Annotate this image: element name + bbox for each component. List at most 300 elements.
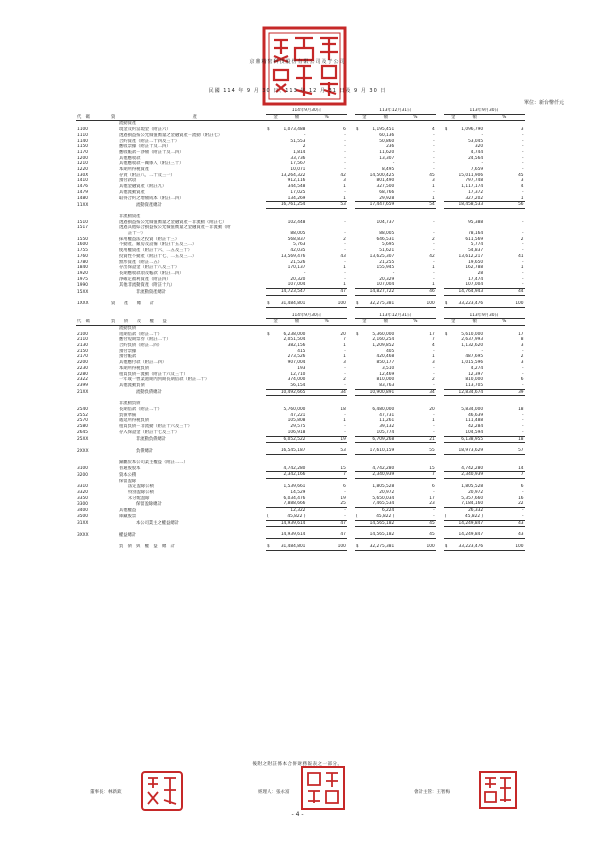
percent-cell: 44: [484, 289, 524, 296]
percent-cell: -: [521, 144, 524, 150]
account-code: 2200: [77, 360, 88, 366]
amount-value: 1,814: [293, 149, 306, 155]
account-name: 存貨（附註八、二十及三一）: [119, 172, 175, 178]
amount-value: 12,469: [379, 371, 395, 377]
percent-cell: -: [344, 231, 346, 237]
amount-value: -: [303, 132, 306, 138]
amount-value: 20,972: [468, 489, 484, 495]
percent-cell: 17: [429, 495, 435, 501]
amount-value: 5,774: [470, 242, 484, 248]
account-code: 2230: [77, 365, 88, 371]
amount-header: 金 額: [266, 319, 306, 326]
account-name: 負債總計: [136, 448, 154, 454]
amount-cell: [444, 389, 484, 396]
percent-cell: 3: [520, 360, 524, 366]
currency-sign: $: [267, 300, 270, 306]
percent-cell: 22: [484, 501, 524, 507]
percent-cell: -: [521, 371, 524, 377]
amount-value: 487,695: [465, 354, 484, 360]
percent-cell: -: [521, 248, 524, 254]
amount-value: 2: [302, 144, 306, 150]
asset-column-header: [76, 114, 565, 121]
gap: [436, 202, 444, 209]
percent-cell: -: [433, 270, 435, 276]
amount-cell: [355, 202, 395, 209]
percent-cell: -: [344, 138, 346, 144]
percent-cell: -: [433, 248, 435, 254]
table-row: [76, 472, 565, 479]
account-code: 2399: [77, 383, 88, 389]
amount-value: 19,650: [468, 259, 484, 265]
percent-cell: -: [521, 270, 524, 276]
percent-cell: 1: [395, 196, 435, 202]
amount-value: 415: [297, 348, 306, 354]
account-name: 應付短期票券（附註二十）: [119, 337, 171, 343]
percent-cell: -: [521, 231, 524, 237]
amount-value: 4,742,280: [283, 465, 306, 471]
amount-value: 797,748: [465, 178, 484, 184]
amount-value: 344,548: [287, 184, 306, 190]
percent-cell: 3: [520, 343, 524, 349]
account-name: 投資性不動產（附註十七、二五及三二）: [119, 253, 197, 259]
amount-cell: [444, 436, 484, 443]
percent-cell: 3: [431, 360, 435, 366]
account-code: 2322: [77, 377, 88, 383]
account-name: 其他流動負債: [119, 383, 145, 389]
account-name: 非流動資產總計: [136, 289, 167, 295]
section-heading: 流動負債: [119, 325, 137, 331]
account-code: 2570: [77, 418, 88, 424]
account-name: 註十一）: [128, 231, 146, 237]
amount-cell: [355, 544, 395, 550]
amount-value: 6,224: [381, 508, 395, 514]
account-name: 權益總計: [119, 532, 137, 538]
account-name: 取得合約之增額成本（附註二四）: [119, 196, 184, 202]
amount-value: 134,269: [287, 195, 306, 201]
period-header: 113年12月31日: [355, 313, 436, 319]
account-name: 合約負債（附註二四）: [119, 343, 162, 349]
account-name: 存出保證金（附註十八及三十）: [119, 265, 180, 271]
percent-cell: 3: [343, 360, 346, 366]
amount-value: 54,837: [468, 248, 484, 254]
amount-value: 17,025: [290, 189, 306, 195]
amount-value: 17,447,659: [369, 202, 395, 208]
percent-cell: 43: [484, 520, 524, 527]
percent-cell: -: [521, 348, 524, 354]
account-code: 1755: [77, 248, 88, 254]
account-name: 本期所得稅資產: [119, 167, 150, 173]
account-name: 合約資產（附註二十四及三十）: [119, 138, 180, 144]
table-row: [76, 389, 565, 396]
percent-cell: 6: [343, 484, 346, 490]
currency-sign: $: [444, 543, 448, 549]
account-code: 1170: [77, 149, 88, 155]
balance-sheet-table: [76, 108, 565, 551]
account-name: 非流動負債總計: [136, 437, 167, 443]
account-name: 預付票據: [119, 348, 137, 354]
account-name: 長期借款（附註二十）: [119, 407, 162, 413]
amount-value: 113,705: [465, 382, 484, 388]
amount-value: 2,340,939: [372, 472, 395, 478]
amount-value: 12,322: [290, 508, 306, 514]
percent-cell: 4: [431, 343, 435, 349]
amount-value: 39,132: [379, 424, 395, 430]
percent-cell: -: [433, 138, 435, 144]
amount-value: 17,610,159: [369, 448, 395, 454]
account-name: 其他權益: [119, 508, 137, 514]
account-code: 1840: [77, 265, 88, 271]
currency-sign: $: [355, 300, 359, 306]
section-heading: 流動資產: [119, 121, 137, 127]
account-code: 3300: [77, 501, 88, 507]
currency-sign: $: [267, 331, 270, 337]
percent-cell: 1: [431, 184, 435, 190]
gap: [436, 436, 444, 443]
amount-value: 104,594: [465, 429, 484, 435]
currency-sign: $: [355, 331, 359, 337]
percent-cell: -: [344, 424, 346, 430]
percent-cell: 1: [484, 196, 524, 202]
percent-cell: -: [344, 161, 346, 167]
gap: [347, 289, 355, 296]
percent-cell: 45: [395, 520, 435, 527]
amount-value: 42,035: [290, 248, 306, 254]
amount-header: 金 額: [266, 114, 306, 121]
percent-cell: 6: [343, 127, 346, 133]
percent-cell: -: [344, 242, 346, 248]
amount-value: 4,744: [470, 149, 484, 155]
percent-cell: 23: [395, 501, 435, 507]
amount-value: 31,484,801: [280, 300, 306, 306]
amount-value: 14,529: [290, 489, 306, 495]
currency-sign: (: [444, 513, 447, 519]
gap: [436, 520, 444, 527]
account-code: 3XXX: [77, 532, 89, 538]
percent-cell: -: [344, 144, 346, 150]
amount-value: 14,565,182: [369, 532, 395, 538]
percent-cell: 47: [306, 520, 346, 527]
gap: [436, 389, 444, 396]
amount-value: 33,736: [290, 155, 306, 161]
percent-cell: -: [433, 508, 435, 514]
amount-value: 4,742,280: [461, 465, 484, 471]
account-name: 其他非流動資產（附註十九）: [119, 282, 175, 288]
amount-value: 111,488: [465, 418, 484, 424]
amount-value: -: [303, 270, 306, 276]
account-code: 2580: [77, 424, 88, 430]
amount-value: 88,005: [290, 231, 306, 237]
amount-value: 5,357,660: [461, 495, 484, 501]
percent-cell: -: [521, 149, 524, 155]
table-row: [76, 544, 565, 550]
gap: [347, 472, 355, 479]
percent-cell: 1: [343, 343, 346, 349]
accountant-signature-label: 會計主管：王智梅: [414, 790, 450, 795]
percent-cell: 42: [340, 172, 346, 178]
account-name: 現金及約當現金（附註六）: [119, 127, 171, 133]
amount-value: 102,448: [287, 219, 306, 225]
gap: [436, 319, 444, 326]
chairman-seal-stamp: [140, 770, 184, 812]
percent-cell: -: [521, 489, 524, 495]
account-name: 流動負債總計: [136, 390, 162, 396]
period-header: 114年9月30日: [266, 313, 347, 319]
account-name: 預付帳款: [119, 354, 137, 360]
percent-cell: 1: [343, 265, 346, 271]
account-code: 2150: [77, 348, 88, 354]
account-name: 短期借款（附註二十）: [119, 331, 162, 337]
period-header: 114年9月30日: [266, 108, 347, 114]
account-code: 11XX: [77, 202, 89, 208]
account-code: 2645: [77, 430, 88, 436]
percent-cell: -: [521, 138, 524, 144]
percent-cell: 3: [343, 178, 346, 184]
amount-value: 14,723,547: [280, 289, 306, 295]
amount-value: 47,221: [290, 412, 306, 418]
amount-value: 10,071: [290, 167, 306, 173]
account-code: 1510: [77, 219, 88, 225]
amount-value: 801,490: [376, 178, 395, 184]
section-heading: 非流動負債: [119, 401, 141, 407]
percent-cell: 45: [429, 172, 435, 178]
amount-value: 46,639: [468, 412, 484, 418]
amount-value: 13,307: [379, 155, 395, 161]
percent-cell: -: [484, 282, 524, 288]
percent-cell: 43: [340, 253, 346, 259]
percent-cell: -: [395, 430, 435, 436]
percent-cell: 47: [306, 289, 346, 296]
amount-value: -: [481, 161, 484, 167]
manager-signature-label: 經理人：張永富: [258, 790, 290, 795]
percent-cell: 19: [340, 495, 346, 501]
gap: [436, 289, 444, 296]
account-code: 1476: [77, 184, 88, 190]
percent-cell: 57: [484, 448, 524, 454]
percent-cell: -: [344, 219, 346, 225]
account-name: 其他應收款－關係人（附註三十）: [119, 161, 184, 167]
amount-value: 6,480,000: [372, 407, 395, 413]
percent-cell: 1: [343, 354, 346, 360]
amount-value: 51,621: [379, 248, 395, 254]
amount-value: 20,972: [379, 489, 395, 495]
amount-value: 95,388: [468, 219, 484, 225]
footnote: 後附之附註係本合併財務報表之一部分。: [252, 762, 343, 767]
percent-cell: 1: [431, 354, 435, 360]
account-name: 一年或一營業週期內到期長期借款（附註二十）: [119, 377, 210, 383]
pct-header: %: [395, 319, 435, 326]
account-name: 其他流動資產: [119, 189, 145, 195]
percent-cell: -: [344, 259, 346, 265]
percent-cell: -: [433, 189, 435, 195]
amount-value: 88,005: [379, 231, 395, 237]
amount-value: -: [392, 270, 395, 276]
account-name: 透過損益按公允價值衡量之金融資產－流動（附註七）: [119, 132, 223, 138]
percent-cell: -: [433, 365, 435, 371]
account-code: 31XX: [77, 521, 89, 526]
account-code: 130X: [77, 172, 89, 178]
amount-value: 1,015,596: [461, 360, 484, 366]
percent-cell: 1: [306, 196, 346, 202]
table-row: [76, 520, 565, 527]
percent-cell: 16: [518, 495, 524, 501]
amount-value: 13,569,476: [280, 253, 306, 259]
account-name: 其他金融資產（附註九）: [119, 184, 167, 190]
account-code: 3320: [77, 489, 88, 495]
percent-cell: 46: [395, 289, 435, 296]
amount-value: 912,116: [287, 178, 306, 184]
period-header: 113年9月30日: [444, 108, 525, 114]
account-code: 3400: [77, 508, 88, 514]
amount-value: 1,195,451: [372, 127, 395, 133]
amount-value: 83,763: [379, 382, 395, 388]
percent-cell: 18: [518, 407, 524, 413]
amount-value: 29,928: [379, 195, 395, 201]
gap: [436, 114, 444, 121]
gap: [347, 202, 355, 209]
amount-value: 107,004: [287, 282, 306, 288]
amount-value: 12,834,674: [458, 389, 484, 395]
percent-cell: 1: [431, 418, 435, 424]
amount-value: -: [392, 161, 395, 167]
percent-cell: 6: [520, 484, 524, 490]
percent-cell: 7: [343, 337, 346, 343]
percent-cell: -: [306, 383, 346, 389]
percent-cell: -: [521, 424, 524, 430]
percent-cell: -: [521, 412, 524, 418]
percent-cell: 2: [520, 354, 524, 360]
amount-value: 7,888,666: [283, 501, 306, 507]
percent-cell: -: [344, 508, 346, 514]
amount-value: 5,650,034: [372, 495, 395, 501]
percent-cell: 100: [484, 301, 524, 307]
percent-cell: -: [344, 276, 346, 282]
account-code: 3350: [77, 495, 88, 501]
percent-cell: 1: [343, 418, 346, 424]
percent-cell: 8: [520, 337, 524, 343]
percent-cell: -: [521, 259, 524, 265]
amount-cell: [444, 202, 484, 209]
amount-header: 金 額: [355, 114, 395, 121]
amount-value: 104,737: [376, 219, 395, 225]
amount-value: 1,073,488: [283, 127, 306, 133]
account-name: 採用權益法之投資（附註十三）: [119, 236, 180, 242]
percent-cell: -: [344, 365, 346, 371]
percent-cell: 100: [395, 544, 435, 550]
amount-cell: [355, 520, 395, 527]
pct-header: %: [484, 319, 524, 326]
account-name: 未分配盈餘: [128, 495, 150, 501]
percent-cell: -: [433, 149, 435, 155]
account-code: 1480: [77, 196, 88, 202]
account-code: 1150: [77, 144, 88, 150]
percent-cell: 43: [484, 532, 524, 538]
gap: [436, 472, 444, 479]
percent-cell: -: [433, 489, 435, 495]
percent-cell: -: [344, 489, 346, 495]
amount-value: 29,575: [290, 424, 306, 430]
amount-cell: [266, 544, 306, 550]
percent-cell: 1: [520, 265, 524, 271]
amount-value: 26,332: [468, 508, 484, 514]
amount-cell: [355, 436, 395, 443]
amount-value: 14,764,943: [458, 289, 484, 295]
amount-value: 5,763: [293, 242, 306, 248]
currency-sign: $: [444, 127, 448, 133]
account-code: 2130: [77, 343, 88, 349]
section-heading: 非流動資產: [119, 213, 141, 219]
amount-value: 68,766: [379, 189, 395, 195]
amount-value: 236: [386, 144, 395, 150]
percent-cell: 25: [306, 501, 346, 507]
amount-value: 16,545,187: [280, 448, 306, 454]
percent-cell: -: [433, 276, 435, 282]
liab-column-header: [76, 319, 565, 326]
amount-value: 2,051,504: [283, 337, 306, 343]
account-name: 預付款項: [119, 178, 137, 184]
percent-cell: 100: [306, 301, 346, 307]
account-name: 使用權資產（附註十六、二五及三十）: [119, 248, 193, 254]
account-code: 2552: [77, 412, 88, 418]
account-code: 2170: [77, 354, 88, 360]
amount-value: 20,320: [290, 276, 306, 282]
amount-value: 170,137: [287, 265, 306, 271]
account-name: 租賃負債－流動（附註十六及三十）: [119, 371, 188, 377]
amount-value: 14,827,722: [369, 289, 395, 295]
account-code: 3100: [77, 466, 88, 472]
currency-sign: (: [267, 513, 269, 519]
code-header: 代 碼: [76, 319, 110, 326]
amount-value: 45,822 ): [376, 513, 395, 519]
percent-cell: 18: [340, 407, 346, 413]
amount-value: 1,117,174: [461, 184, 484, 190]
percent-cell: 3: [520, 127, 524, 133]
amount-value: 810,000: [376, 377, 395, 383]
amount-value: 327,202: [465, 195, 484, 201]
account-code: 1760: [77, 253, 88, 259]
amount-cell: [444, 472, 484, 479]
percent-cell: -: [344, 371, 346, 377]
account-name: 應收票據（附註十及二四）: [119, 144, 171, 150]
account-code: 2540: [77, 407, 88, 413]
table-row: [76, 436, 565, 443]
account-name: 遞延所得稅負債: [119, 418, 150, 424]
amount-cell: [444, 289, 484, 296]
accountant-seal-stamp: [478, 770, 518, 810]
company-name: 京鼎精密科技股份有限公司及子公司: [249, 59, 346, 65]
amount-value: 53,045: [468, 138, 484, 144]
account-code: 1110: [77, 132, 88, 138]
amount-value: 1,096,790: [461, 127, 484, 133]
amount-value: 568,837: [287, 236, 306, 242]
amount-value: 17,372: [468, 189, 484, 195]
percent-cell: -: [521, 242, 524, 248]
amount-value: 14,249,847: [458, 520, 484, 526]
period-header: 113年9月30日: [444, 313, 525, 319]
amount-value: 11,620: [379, 149, 395, 155]
percent-cell: -: [521, 161, 524, 167]
account-name: 普通股股本: [119, 466, 141, 472]
account-name: 流動資產總計: [136, 202, 162, 208]
percent-cell: -: [521, 155, 524, 161]
amount-value: -: [481, 132, 484, 138]
amount-value: 7,465,534: [372, 501, 395, 507]
amount-value: 1,209,852: [372, 343, 395, 349]
percent-cell: -: [433, 412, 435, 418]
account-code: 1975: [77, 276, 88, 282]
percent-cell: 2: [431, 236, 435, 242]
account-code: 2280: [77, 371, 88, 377]
amount-value: 13,264,322: [280, 172, 306, 178]
